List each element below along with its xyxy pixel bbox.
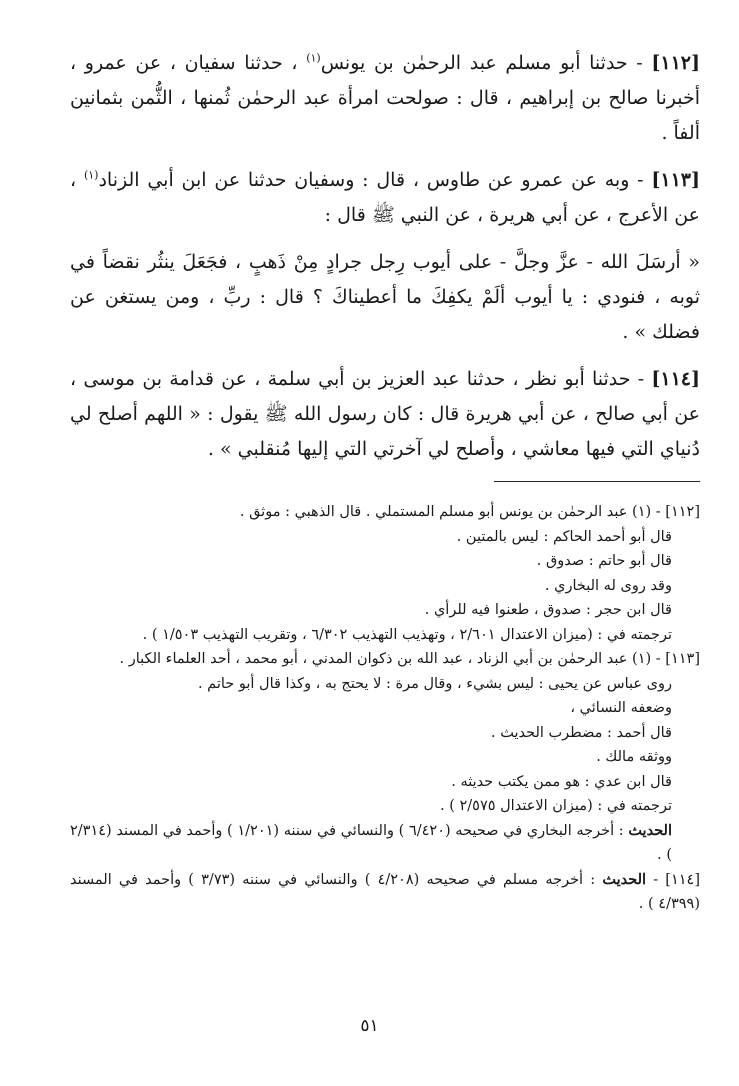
footnote-line: وقد روى له البخاري . (544, 577, 672, 594)
footnote-hadith-text: : أخرجه البخاري في صحيحه (٦/٤٢٠ ) والنسائي في سننه (١/٢٠١ ) وأحمد في المسند (٢/٣١٤ ) . (70, 822, 672, 863)
hadith-113-quote (70, 245, 700, 350)
footnote-ref[interactable]: (١) (306, 51, 321, 65)
footnote-head: عبد الرحمٰن بن أبي الزناد ، عبد الله بن ذكوان المدني ، أبو محمد ، أحد العلماء الكبار . (119, 651, 628, 667)
hadith-113: [١١٣] - وبه عن عمرو عن طاوس ، قال : وسفيان حدثنا عن ابن أبي الزناد$^{(١)}$ ، عن الأعرج ، عن أبي هريرة ، عن النبي ﷺ قال : (70, 168, 701, 226)
hadith-number: [١١٣] (651, 169, 701, 191)
hadith-quote: « أرسَلَ الله - عزَّ وجلَّ - على أيوب رِجل جرادٍ مِنْ ذَهبٍ ، فجَعَلَ ينثُر نقضاً في ثوبه ، فنودي : يا أيوب ألَمْ يكفِكَ ما أعطيناكَ ؟ قال : ربِّ ، ومن يستغن عن فضلك » . (70, 251, 700, 343)
hadith-number: [١١٤] (651, 368, 700, 390)
footnote-line: قال ابن حجر : صدوق ، طعنوا فيه للرأي . (424, 602, 672, 618)
footnote-hadith-label: الحديث (602, 870, 647, 888)
footnote-line: روى عباس عن يحيى : ليس بشيء ، وقال مرة : لا يحتج به ، وكذا قال أبو حاتم . (197, 675, 672, 692)
footnote-112 (70, 500, 700, 647)
footnote-label: [١١٢] - (١) (632, 504, 700, 520)
footnote-line: قال أبو أحمد الحاكم : ليس بالمتين . (456, 528, 672, 545)
footnote-line: وضعفه النسائي ، (570, 700, 672, 716)
footnote-line: قال أحمد : مضطرب الحديث . (491, 724, 672, 741)
footnote-divider (494, 481, 700, 482)
footnote-line: ترجمته في : (ميزان الاعتدال ٢/٦٠١ ، وتهذيب التهذيب ٦/٣٠٢ ، وتقريب التهذيب ١/٥٠٣ ) . (142, 626, 672, 643)
footnote-line: ترجمته في : (ميزان الاعتدال ٢/٥٧٥ ) . (440, 798, 672, 814)
footnote-line: قال ابن عدي : هو ممن يكتب حديثه . (451, 773, 672, 790)
footnotes (70, 500, 700, 917)
footnote-line: ووثقه مالك . (596, 749, 672, 765)
footnote-line: قال أبو حاتم : صدوق . (536, 553, 672, 569)
hadith-text-continued: ، عن الأعرج ، عن أبي هريرة ، عن النبي ﷺ قال : (70, 169, 700, 226)
footnote-113 (70, 647, 700, 868)
page-number: ٥١ (360, 1016, 379, 1036)
hadith-text-continued: ، حدثنا سفيان ، عن عمرو ، أخبرنا صالح بن إبراهيم ، قال : صولحت امرأة عبد الرحمٰن ثُمنها ، الثُّمن بثمانين ألفاً . (70, 52, 700, 144)
footnote-ref[interactable]: (١) (83, 168, 99, 182)
footnote-hadith-label: الحديث (628, 821, 673, 839)
hadith-112: [١١٢] - حدثنا أبو مسلم عبد الرحمٰن بن يونس$^{(١)}$ ، حدثنا سفيان ، عن عمرو ، أخبرنا صالح بن إبراهيم ، قال : صولحت امرأة عبد الرحمٰن ثُمنها ، الثُّمن بثمانين ألفاً . (70, 51, 700, 144)
footnote-label: [١١٣] - (١) (632, 651, 700, 667)
hadith-number: [١١٢] (651, 52, 700, 74)
hadith-text: وبه عن عمرو عن طاوس ، قال : وسفيان حدثنا عن ابن أبي الزناد (98, 169, 630, 191)
footnote-label: [١١٤] - (653, 871, 701, 888)
page-body (70, 46, 700, 917)
hadith-text: حدثنا أبو مسلم عبد الرحمٰن بن يونس (320, 52, 628, 74)
footnote-114 (70, 868, 700, 917)
footnote-hadith-text: : أخرجه مسلم في صحيحه (٤/٢٠٨ ) والنسائي في سننه (٣/٧٣ ) وأحمد في المسند (٤/٣٩٩ ) . (70, 871, 700, 912)
hadith-114: [١١٤] - حدثنا أبو نظر ، حدثنا عبد العزيز بن أبي سلمة ، عن قدامة بن موسى ، عن أبي صالح ، عن أبي هريرة قال : كان رسول الله ﷺ يقول : « اللهم أصلح لي دُنياي التي فيها معاشي ، وأصلح لي آخرتي التي إليها مُنقلبي » . (70, 368, 700, 460)
hadith-text: حدثنا أبو نظر ، حدثنا عبد العزيز بن أبي سلمة ، عن قدامة بن موسى ، عن أبي صالح ، عن أبي هريرة قال : كان رسول الله ﷺ يقول : « اللهم أصلح لي دُنياي التي فيها معاشي ، وأصلح لي آخرتي التي إليها مُنقلبي » . (70, 368, 700, 460)
footnote-head: عبد الرحمٰن بن يونس أبو مسلم المستملي . قال الذهبي : موثق . (239, 504, 628, 520)
